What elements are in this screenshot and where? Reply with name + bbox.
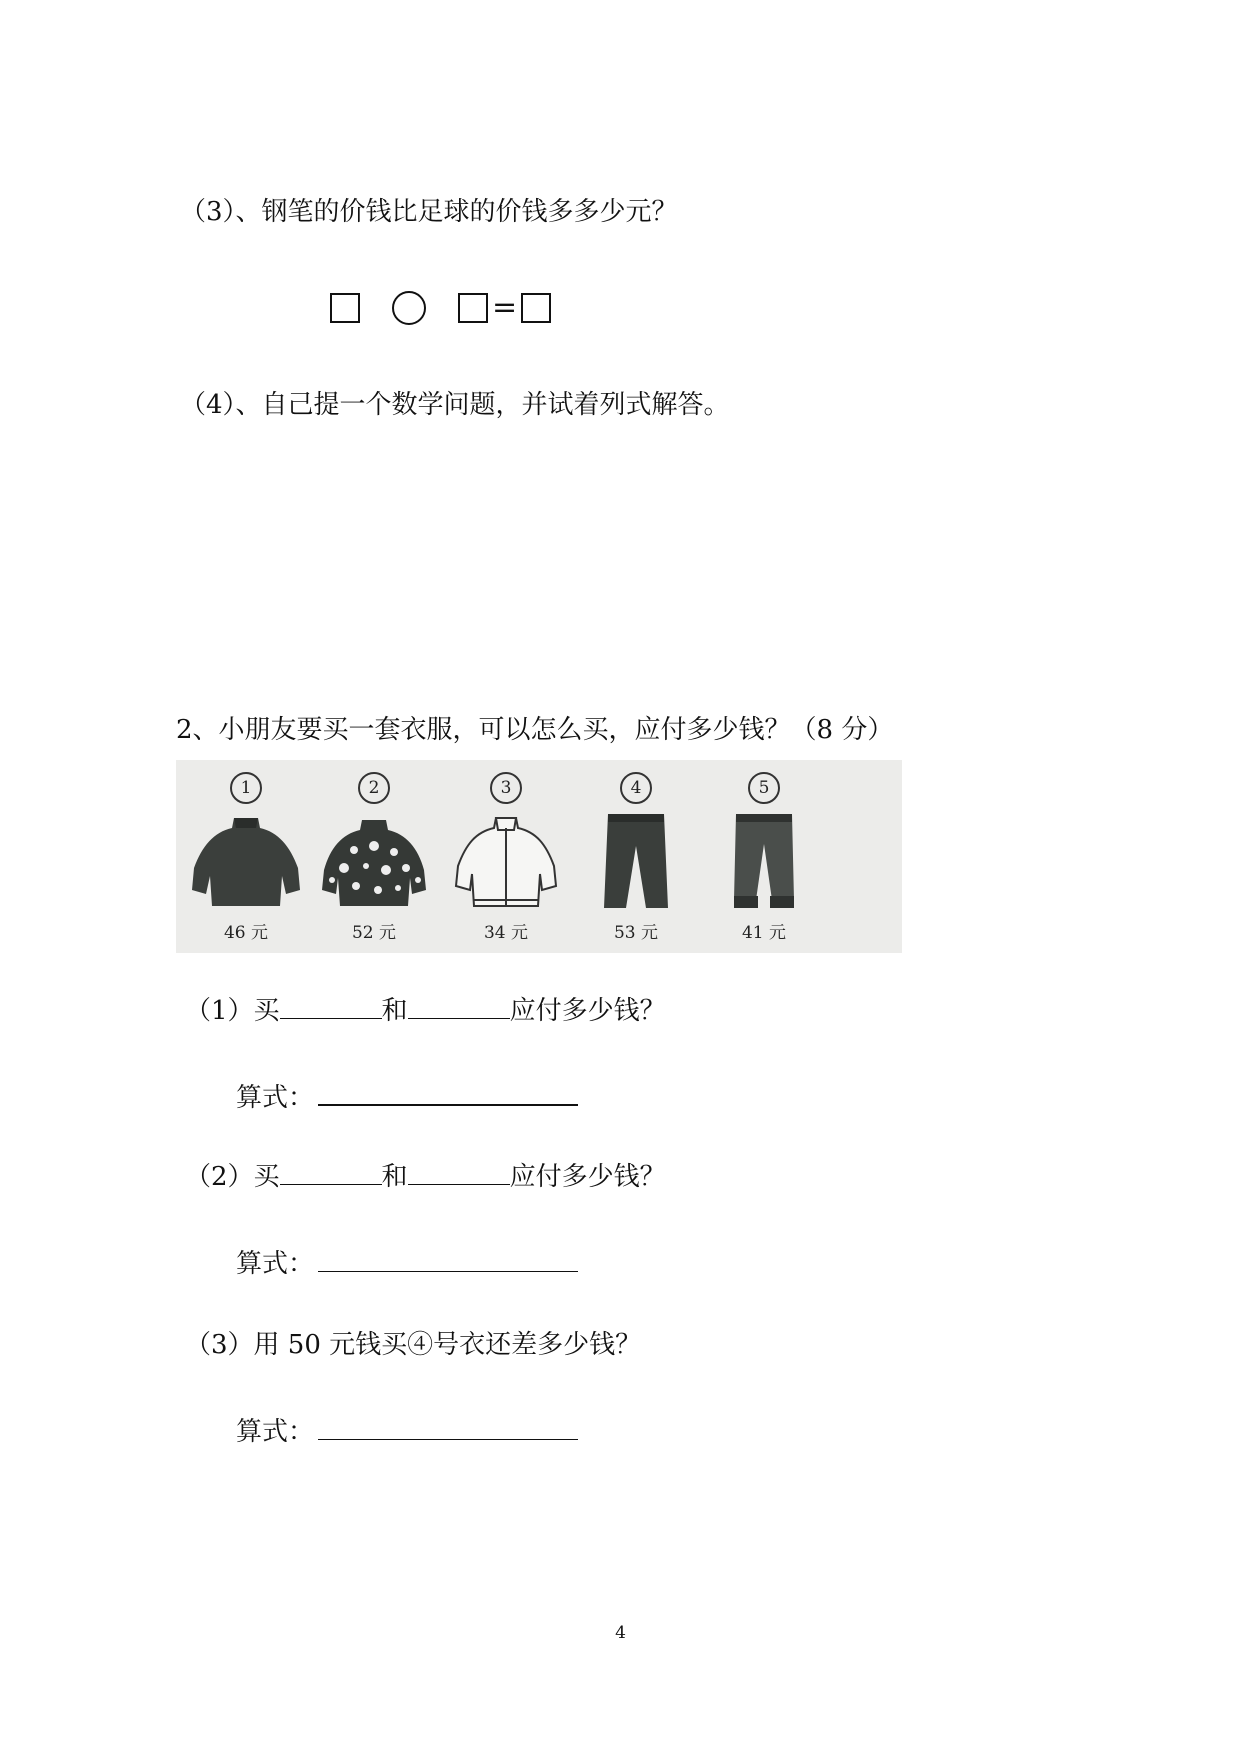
equals-sign: = (492, 290, 518, 325)
item-price-5: 41 元 (741, 923, 787, 943)
blank-2a[interactable] (280, 1160, 382, 1185)
formula-label-2: 算式： (236, 1249, 315, 1279)
item-number-3: 3 (490, 772, 522, 804)
sub-question-1-mid: 和 (381, 996, 408, 1026)
clothing-item-5 (704, 760, 824, 953)
clothing-item-4 (576, 760, 696, 953)
answer-box-2[interactable] (458, 293, 488, 323)
section-2-title: 2、小朋友要买一套衣服，可以怎么买，应付多少钱？（8 分） (176, 715, 894, 745)
blank-1b[interactable] (408, 994, 510, 1019)
formula-line-3 (236, 1413, 578, 1449)
sub-question-2 (185, 1160, 666, 1194)
sub-question-1 (185, 994, 666, 1028)
cuffed-pants-icon (704, 810, 824, 920)
formula-label-3: 算式： (236, 1417, 315, 1447)
answer-box-result[interactable] (521, 293, 551, 323)
answer-formula-boxes (330, 288, 551, 328)
sub-question-1-suffix: 应付多少钱？ (509, 996, 666, 1026)
question-4-text: （4）、自己提一个数学问题，并试着列式解答。 (180, 390, 730, 420)
item-number-1: 1 (230, 772, 262, 804)
formula-answer-line-2[interactable] (318, 1245, 578, 1272)
dark-jacket-icon (186, 810, 306, 920)
formula-answer-line-3[interactable] (318, 1413, 578, 1440)
clothing-item-3 (446, 760, 566, 953)
answer-box-1[interactable] (330, 293, 360, 323)
item-number-5: 5 (748, 772, 780, 804)
item-price-2: 52 元 (351, 923, 397, 943)
dark-pants-icon (576, 810, 696, 920)
formula-answer-line-1[interactable] (318, 1078, 578, 1106)
item-price-4: 53 元 (613, 923, 659, 943)
item-price-1: 46 元 (223, 923, 269, 943)
question-3-text: （3）、钢笔的价钱比足球的价钱多多少元？ (180, 197, 678, 227)
item-number-4: 4 (620, 772, 652, 804)
sub-question-1-prefix: （1）买 (185, 996, 280, 1026)
dotted-jacket-icon (314, 810, 434, 920)
clothing-item-2 (314, 760, 434, 953)
clothing-item-1 (186, 760, 306, 953)
operator-circle[interactable] (392, 291, 426, 325)
sub-question-3: （3）用 50 元钱买④号衣还差多少钱？ (185, 1330, 642, 1360)
page-number: 4 (615, 1623, 626, 1643)
blank-2b[interactable] (408, 1160, 510, 1185)
blank-1a[interactable] (280, 994, 382, 1019)
formula-line-2 (236, 1245, 578, 1281)
clothing-price-figure (176, 760, 902, 953)
formula-line-1 (236, 1078, 578, 1115)
sub-question-2-mid: 和 (381, 1162, 408, 1192)
item-number-2: 2 (358, 772, 390, 804)
item-price-3: 34 元 (483, 923, 529, 943)
formula-label-1: 算式： (236, 1083, 315, 1113)
outline-jacket-icon (446, 810, 566, 920)
sub-question-2-suffix: 应付多少钱？ (509, 1162, 666, 1192)
sub-question-2-prefix: （2）买 (185, 1162, 280, 1192)
